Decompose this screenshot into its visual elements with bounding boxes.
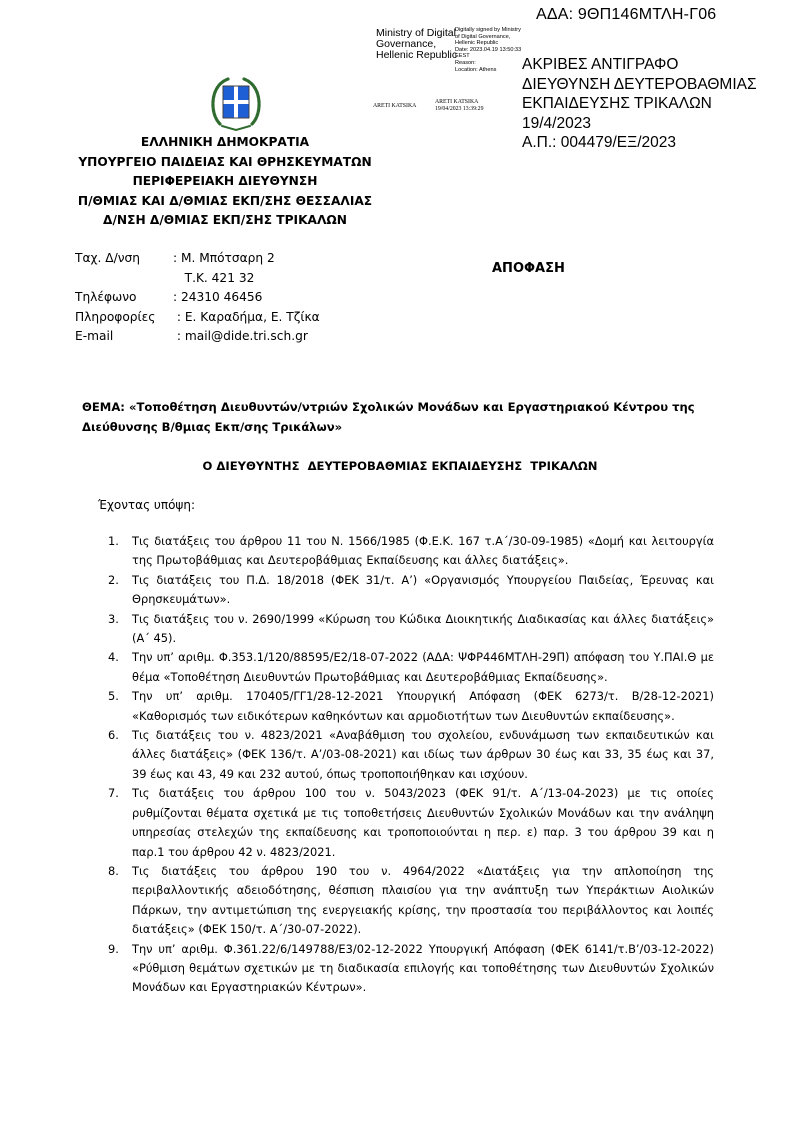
list-item [108, 610, 714, 649]
item-text: Την υπ’ αριθμ. Φ.361.22/6/149788/Ε3/02-12-2022 Υπουργική Απόφαση (ΦΕΚ 6141/τ.Β’/03-12-2022) «Ρύθμιση θεμάτων σχετικών με τη διαδικασία επιλογής και τοποθέτησης των Διευθυντών Σχολικών Μονάδων και Εργαστηριακών Κέντρων». [132, 941, 714, 995]
signer-org-line: Hellenic Republic [376, 49, 458, 61]
header-line: ΠΕΡΙΦΕΡΕΙΑΚΗ ΔΙΕΥΘΥΝΣΗ [132, 174, 318, 189]
signature-detail-line: Location: Athens [455, 66, 497, 73]
considering-label: Έχοντας υπόψη: [98, 498, 195, 512]
certified-copy-block [522, 55, 757, 153]
signer-name: ARETI KATSIKA [373, 103, 417, 109]
director-heading: Ο ΔΙΕΥΘΥΝΤΗΣ ΔΕΥΤΕΡΟΒΑΘΜΙΑΣ ΕΚΠΑΙΔΕΥΣΗΣ ΤΡΙΚΑΛΩΝ [202, 459, 598, 473]
contact-label [75, 269, 173, 289]
header-line: ΥΠΟΥΡΓΕΙΟ ΠΑΙΔΕΙΑΣ ΚΑΙ ΘΡΗΣΚΕΥΜΑΤΩΝ [78, 154, 372, 169]
digital-signature-details [455, 27, 521, 73]
signature-detail-line: of Digital Governance, [455, 33, 511, 40]
copy-line: ΕΚΠΑΙΔΕΥΣΗΣ ΤΡΙΚΑΛΩΝ [522, 95, 712, 112]
subject-line: ΘΕΜΑ: «Τοποθέτηση Διευθυντών/ντριών Σχολικών Μονάδων και Εργαστηριακού Κέντρου της Διεύθυνσης Β/θμιας Εκπ/σης Τρικάλων» [82, 400, 695, 434]
signature-detail-line: Date: 2023.04.19 13:50:33 [455, 46, 522, 53]
item-number: 6. [108, 728, 119, 743]
item-number: 5. [108, 689, 119, 704]
contact-row-email [75, 327, 320, 347]
item-text: Τις διατάξεις του άρθρου 100 του ν. 5043/2023 (ΦΕΚ 91/τ. Α΄/13-04-2023) με τις οποίες ρυθμίζονται θέματα σχετικά με τις τοποθετήσεις Διευθυντών Σχολικών Μονάδων και την ανάληψη υπηρεσίας στελεχών της εκπαίδευσης και τροποποιούνται η περ. ε) παρ. 3 του άρθρου 39 και η παρ.1 του άρθρου 42 ν. 4823/2021. [132, 786, 714, 859]
header-line: Δ/ΝΣΗ Δ/ΘΜΙΑΣ ΕΚΠ/ΣΗΣ ΤΡΙΚΑΛΩΝ [103, 213, 347, 228]
greek-coat-of-arms-icon [210, 76, 262, 132]
contact-label: E-mail [75, 329, 114, 344]
signature-detail-line: Digitally signed by Ministry [455, 27, 521, 33]
signer-stamp-name: ARETI KATSIKA [435, 99, 479, 105]
protocol-number: Α.Π.: 004479/ΕΞ/2023 [522, 134, 676, 151]
list-item [108, 687, 714, 726]
item-number: 2. [108, 572, 119, 587]
contact-value: : Μ. Μπότσαρη 2 [173, 251, 275, 265]
item-text: Την υπ’ αριθμ. 170405/ΓΓ1/28-12-2021 Υπουργική Απόφαση (ΦΕΚ 6273/τ. Β/28-12-2021) «Καθορισμός των ειδικότερων καθηκόντων και αρμοδιοτήτων των Διευθυντών εκπαίδευσης». [132, 689, 714, 723]
list-item [108, 532, 714, 571]
list-item [108, 784, 714, 862]
copy-line: ΔΙΕΥΘΥΝΣΗ ΔΕΥΤΕΡΟΒΑΘΜΙΑΣ [522, 75, 757, 93]
contact-row-info [75, 308, 320, 328]
item-text: Την υπ’ αριθμ. Φ.353.1/120/88595/Ε2/18-07-2022 (ΑΔΑ: ΨΦΡ446ΜΤΛΗ-29Π) απόφαση του Υ.ΠΑΙ.Θ με θέμα «Τοποθέτηση Διευθυντών Πρωτοβάθμιας και Δευτεροβάθμιας Εκπαίδευσης». [132, 650, 714, 684]
decision-title: ΑΠΟΦΑΣΗ [492, 261, 565, 276]
contact-value: Τ.Κ. 421 32 [173, 270, 255, 285]
list-item [108, 648, 714, 687]
contact-value: : 24310 46456 [173, 290, 263, 305]
item-number: 3. [108, 611, 119, 626]
item-text: Τις διατάξεις του ν. 4823/2021 «Αναβάθμιση του σχολείου, ενδυνάμωση των εκπαιδευτικών και άλλες διατάξεις» (ΦΕΚ 136/τ. Α’/03-08-2021) και ιδίως των άρθρων 30 έως και 33, 35 έως και 37, 39 έως και 43, 49 και 232 αυτού, όπως τροποποιήθηκαν και ισχύουν. [132, 728, 714, 781]
item-text: Τις διατάξεις του Π.Δ. 18/2018 (ΦΕΚ 31/τ. Α’) «Οργανισμός Υπουργείου Παιδείας, Έρευνας και Θρησκευμάτων». [132, 572, 714, 607]
list-item [108, 571, 714, 610]
ada-number: ΑΔΑ: 9ΘΠ146ΜΤΛΗ-Γ06 [536, 6, 717, 23]
issuing-authority-header [60, 133, 390, 231]
copy-date: 19/4/2023 [522, 114, 591, 132]
contact-info [75, 249, 320, 347]
header-line: ΕΛΛΗΝΙΚΗ ΔΗΜΟΚΡΑΤΙΑ [140, 135, 310, 149]
signer-org-line: Governance, [376, 38, 437, 50]
list-item [108, 862, 714, 940]
digital-signer-org [376, 28, 457, 61]
item-text: Τις διατάξεις του άρθρου 190 του ν. 4964/2022 «Διατάξεις για την απλοποίηση της περιβαλλοντικής αδειοδότησης, θέσπιση πλαισίου για την ανάπτυξη των Υπεράκτιων Αιολικών Πάρκων, την αντιμετώπιση της ενεργειακής κρίσης, την προστασία του περιβάλλοντος και λοιπές διατάξεις» (ΦΕΚ 150/τ. Α΄/30-07-2022). [132, 863, 714, 937]
copy-line: ΑΚΡΙΒΕΣ ΑΝΤΙΓΡΑΦΟ [522, 56, 679, 73]
signature-detail-line: Hellenic Republic [455, 40, 499, 47]
contact-row-phone [75, 288, 320, 308]
item-number: 1. [108, 534, 119, 548]
contact-value: : mail@dide.tri.sch.gr [173, 329, 308, 344]
item-number: 7. [108, 786, 119, 801]
list-item [108, 940, 714, 998]
item-number: 9. [108, 941, 119, 956]
item-text: Τις διατάξεις του ν. 2690/1999 «Κύρωση του Κώδικα Διοικητικής Διαδικασίας και άλλες διατάξεις» (Α΄ 45). [132, 611, 714, 646]
contact-row-address [75, 249, 320, 269]
signer-stamp-timestamp: 19/04/2023 13:39:29 [435, 106, 484, 112]
signature-detail-line: EEST [455, 53, 470, 60]
contact-label: Πληροφορίες [75, 309, 156, 324]
item-number: 8. [108, 863, 119, 878]
signer-org-line: Ministry of Digital [376, 27, 456, 39]
list-item [108, 726, 714, 784]
item-text: Τις διατάξεις του άρθρου 11 του Ν. 1566/1985 (Φ.Ε.Κ. 167 τ.Α΄/30-09-1985) «Δομή και λειτουργία της Πρωτοβάθμιας και Δευτεροβάθμιας Εκπαίδευσης και άλλες διατάξεις». [132, 534, 714, 568]
header-line: Π/ΘΜΙΑΣ ΚΑΙ Δ/ΘΜΙΑΣ ΕΚΠ/ΣΗΣ ΘΕΣΣΑΛΙΑΣ [77, 193, 373, 208]
contact-row-postcode [75, 269, 320, 289]
contact-value: : Ε. Καραδήμα, Ε. Τζίκα [173, 309, 320, 324]
item-number: 4. [108, 650, 119, 665]
contact-label: Τηλέφωνο [75, 290, 137, 305]
contact-label: Ταχ. Δ/νση [75, 251, 140, 265]
signer-stamp [435, 99, 483, 113]
considerations-list [108, 532, 714, 998]
signature-detail-line: Reason: [455, 59, 476, 66]
